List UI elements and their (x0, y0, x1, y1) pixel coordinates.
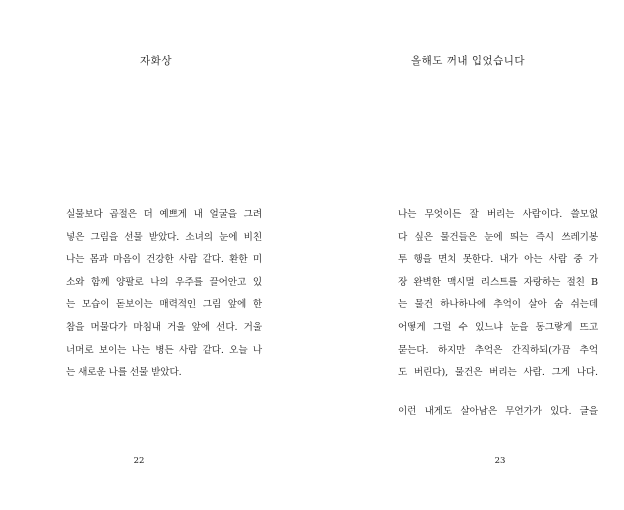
text-line: 이런 내게도 살아남은 무언가가 있다. 글을 (398, 405, 598, 417)
text-line: 나는 몸과 마음이 건강한 사람 같다. 환한 미 (66, 254, 262, 266)
text-line: 너머로 보이는 나는 병든 사람 같다. 오늘 나 (66, 344, 262, 356)
text-line: 실물보다 곱절은 더 예쁘게 내 얼굴을 그려 (66, 209, 262, 220)
text-line: 는 물건 하나하나에 추억이 살아 숨 쉬는데 (398, 299, 598, 311)
left-running-title: 자화상 (140, 55, 172, 67)
text-line: 묻는다. 하지만 추억은 간직하되(가끔 추억 (398, 344, 598, 356)
right-page (312, 0, 624, 510)
text-line: 장 완벽한 맥시멀 리스트를 자랑하는 절친 B (398, 276, 598, 288)
right-body-text (398, 204, 598, 423)
text-line: 어떻게 그럴 수 있느냐 눈을 동그랗게 뜨고 (398, 321, 598, 333)
left-page-number: 22 (133, 456, 145, 466)
text-line: 다 싶은 물건들은 눈에 띄는 즉시 쓰레기봉 (398, 231, 598, 243)
text-line: 도 버린다), 물건은 버리는 사람. 그게 나다. (398, 367, 598, 379)
right-running-title: 올해도 꺼내 입었습니다 (410, 55, 526, 67)
text-line: 소와 함께 양팔로 나의 우주를 끌어안고 있 (66, 276, 262, 288)
text-line: 투 행을 면치 못한다. 내가 아는 사람 중 가 (398, 254, 598, 266)
text-line: 나는 무엇이든 잘 버리는 사람이다. 쓸모없 (398, 209, 598, 220)
right-page-number: 23 (494, 456, 506, 466)
text-line: 참을 머물다가 마침내 거울 앞에 선다. 거울 (66, 321, 262, 333)
text-line: 는 모습이 돋보이는 매력적인 그림 앞에 한 (66, 299, 262, 311)
paragraph-gap (398, 385, 598, 401)
text-line: 는 새로운 나를 선물 받았다. (66, 367, 182, 379)
left-body-text (66, 204, 262, 385)
text-line: 넣은 그림을 선물 받았다. 소녀의 눈에 비친 (66, 231, 262, 243)
